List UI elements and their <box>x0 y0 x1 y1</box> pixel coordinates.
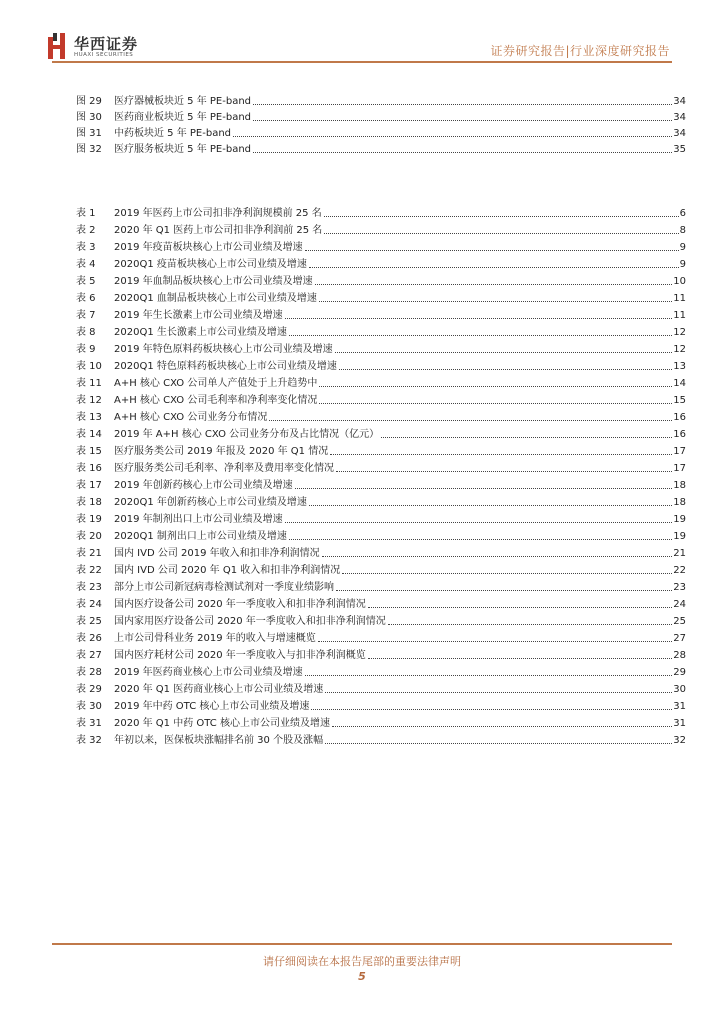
toc-page: 14 <box>673 378 686 389</box>
toc-label: 表 19 <box>76 514 102 525</box>
toc-label: 表 23 <box>76 582 102 593</box>
legal-disclaimer: 请仔细阅读在本报告尾部的重要法律声明 <box>263 955 461 968</box>
toc-title: 医疗服务板块近 5 年 PE-band <box>114 144 252 155</box>
page-number: 5 <box>358 970 366 983</box>
toc-page: 11 <box>673 293 686 304</box>
toc-entry[interactable] <box>76 375 686 390</box>
toc-page: 23 <box>673 582 686 593</box>
toc-entry[interactable] <box>76 392 686 407</box>
toc-entry[interactable] <box>76 125 686 140</box>
toc-title: 2020 年 Q1 医药上市公司扣非净利润前 25 名 <box>114 225 323 236</box>
toc-leader <box>309 505 672 506</box>
toc-label: 表 11 <box>76 378 102 389</box>
toc-label: 图 29 <box>76 96 102 107</box>
toc-leader <box>330 454 672 455</box>
toc-entry[interactable] <box>76 290 686 305</box>
toc-page: 12 <box>673 344 686 355</box>
huaxi-logo-icon <box>48 33 68 59</box>
toc-label: 图 32 <box>76 144 102 155</box>
toc-leader <box>335 352 673 353</box>
toc-page: 19 <box>673 531 686 542</box>
toc-entry[interactable] <box>76 579 686 594</box>
toc-leader <box>332 726 672 727</box>
toc-page: 35 <box>673 144 686 155</box>
toc-label: 表 1 <box>76 208 96 219</box>
toc-page: 9 <box>679 259 686 270</box>
toc-page: 19 <box>673 514 686 525</box>
toc-leader <box>315 284 673 285</box>
toc-page: 18 <box>673 480 686 491</box>
toc-title: 中药板块近 5 年 PE-band <box>114 128 232 139</box>
toc-leader <box>336 471 672 472</box>
footer-divider <box>52 943 672 945</box>
toc-leader <box>253 152 672 153</box>
toc-label: 表 3 <box>76 242 96 253</box>
toc-label: 表 15 <box>76 446 102 457</box>
toc-title: A+H 核心 CXO 公司单人产值处于上升趋势中 <box>114 378 318 389</box>
toc-page: 24 <box>673 599 686 610</box>
toc-leader <box>253 120 672 121</box>
toc-page: 16 <box>673 429 686 440</box>
toc-leader <box>233 136 672 137</box>
logo-text-cn: 华西证券 <box>74 35 139 53</box>
toc-page: 32 <box>673 735 686 746</box>
toc-page: 34 <box>673 128 686 139</box>
toc-title: 2019 年 A+H 核心 CXO 公司业务分布及占比情况（亿元） <box>114 429 380 440</box>
toc-leader <box>336 590 672 591</box>
toc-leader <box>253 104 672 105</box>
toc-label: 表 32 <box>76 735 102 746</box>
toc-entry[interactable] <box>76 715 686 730</box>
toc-title: 2019 年医药商业核心上市公司业绩及增速 <box>114 667 303 678</box>
toc-title: 2019 年生长激素上市公司业绩及增速 <box>114 310 283 321</box>
toc-entry[interactable] <box>76 562 686 577</box>
toc-page: 25 <box>673 616 686 627</box>
toc-page: 21 <box>673 548 686 559</box>
toc-leader <box>309 267 679 268</box>
toc-leader <box>289 335 672 336</box>
toc-entry[interactable] <box>76 460 686 475</box>
company-logo <box>48 33 158 63</box>
toc-entry[interactable] <box>76 426 686 441</box>
toc-label: 表 18 <box>76 497 102 508</box>
toc-label: 表 6 <box>76 293 96 304</box>
toc-title: 国内医疗设备公司 2020 年一季度收入和扣非净利润情况 <box>114 599 366 610</box>
toc-entry[interactable] <box>76 698 686 713</box>
toc-title: 2020Q1 制剂出口上市公司业绩及增速 <box>114 531 287 542</box>
toc-title: 部分上市公司新冠病毒检测试剂对一季度业绩影响 <box>114 582 334 593</box>
toc-entry[interactable] <box>76 109 686 124</box>
toc-leader <box>295 488 673 489</box>
toc-label: 图 31 <box>76 128 102 139</box>
toc-entry[interactable] <box>76 256 686 271</box>
toc-leader <box>285 522 673 523</box>
toc-leader <box>305 675 673 676</box>
toc-entry[interactable] <box>76 141 686 156</box>
toc-label: 表 28 <box>76 667 102 678</box>
toc-title: 2019 年医药上市公司扣非净利润规模前 25 名 <box>114 208 322 219</box>
toc-page: 34 <box>673 96 686 107</box>
toc-page: 11 <box>673 310 686 321</box>
toc-entry[interactable] <box>76 681 686 696</box>
toc-entry[interactable] <box>76 545 686 560</box>
toc-title: 医药商业板块近 5 年 PE-band <box>114 112 252 123</box>
toc-title: 2020Q1 血制品板块核心上市公司业绩及增速 <box>114 293 317 304</box>
toc-label: 图 30 <box>76 112 102 123</box>
toc-title: 2020Q1 年创新药核心上市公司业绩及增速 <box>114 497 307 508</box>
toc-page: 31 <box>673 718 686 729</box>
toc-page: 31 <box>673 701 686 712</box>
toc-title: 2019 年中药 OTC 核心上市公司业绩及增速 <box>114 701 310 712</box>
toc-title: 年初以来，医保板块涨幅排名前 30 个股及涨幅 <box>114 735 324 746</box>
toc-label: 表 27 <box>76 650 102 661</box>
toc-title: 医疗服务类公司 2019 年报及 2020 年 Q1 情况 <box>114 446 329 457</box>
toc-leader <box>269 420 672 421</box>
toc-entry[interactable] <box>76 443 686 458</box>
toc-page: 16 <box>673 412 686 423</box>
toc-leader <box>388 624 672 625</box>
toc-entry[interactable] <box>76 630 686 645</box>
toc-label: 表 25 <box>76 616 102 627</box>
toc-title: 2019 年血制品板块核心上市公司业绩及增速 <box>114 276 313 287</box>
toc-entry[interactable] <box>76 324 686 339</box>
toc-title: 2020 年 Q1 中药 OTC 核心上市公司业绩及增速 <box>114 718 330 729</box>
toc-page: 29 <box>673 667 686 678</box>
toc-label: 表 16 <box>76 463 102 474</box>
toc-page: 9 <box>679 242 686 253</box>
toc-label: 表 20 <box>76 531 102 542</box>
toc-label: 表 7 <box>76 310 96 321</box>
toc-entry[interactable] <box>76 222 686 237</box>
toc-page: 27 <box>673 633 686 644</box>
toc-leader <box>325 692 672 693</box>
toc-leader <box>368 607 672 608</box>
toc-entry[interactable] <box>76 358 686 373</box>
toc-entry[interactable] <box>76 307 686 322</box>
toc-entry[interactable] <box>76 273 686 288</box>
toc-label: 表 24 <box>76 599 102 610</box>
toc-label: 表 12 <box>76 395 102 406</box>
toc-entry[interactable] <box>76 511 686 526</box>
toc-title: 2020 年 Q1 医药商业核心上市公司业绩及增速 <box>114 684 324 695</box>
toc-title: 2020Q1 生长激素上市公司业绩及增速 <box>114 327 287 338</box>
toc-entry[interactable] <box>76 494 686 509</box>
toc-title: 国内医疗耗材公司 2020 年一季度收入与扣非净利润概览 <box>114 650 366 661</box>
toc-page: 17 <box>673 446 686 457</box>
toc-title: 2019 年特色原料药板块核心上市公司业绩及增速 <box>114 344 333 355</box>
toc-title: 2019 年创新药核心上市公司业绩及增速 <box>114 480 293 491</box>
toc-title: 国内 IVD 公司 2020 年 Q1 收入和扣非净利润情况 <box>114 565 341 576</box>
toc-leader <box>305 250 679 251</box>
toc-leader <box>319 403 672 404</box>
toc-entry[interactable] <box>76 732 686 747</box>
toc-label: 表 26 <box>76 633 102 644</box>
toc-page: 18 <box>673 497 686 508</box>
toc-label: 表 31 <box>76 718 102 729</box>
header-divider <box>52 61 672 63</box>
toc-page: 8 <box>679 225 686 236</box>
toc-leader <box>325 743 672 744</box>
logo-text-en: HUAXI SECURITIES <box>74 52 134 58</box>
toc-title: A+H 核心 CXO 公司毛利率和净利率变化情况 <box>114 395 318 406</box>
toc-leader <box>285 318 673 319</box>
toc-title: 国内 IVD 公司 2019 年收入和扣非净利润情况 <box>114 548 320 559</box>
toc-leader <box>339 369 672 370</box>
toc-entry[interactable] <box>76 528 686 543</box>
toc-entry[interactable] <box>76 613 686 628</box>
toc-leader <box>289 539 672 540</box>
toc-label: 表 5 <box>76 276 96 287</box>
toc-leader <box>324 233 678 234</box>
toc-entry[interactable] <box>76 664 686 679</box>
toc-leader <box>368 658 672 659</box>
toc-label: 表 10 <box>76 361 102 372</box>
toc-label: 表 9 <box>76 344 96 355</box>
toc-title: 上市公司骨科业务 2019 年的收入与增速概览 <box>114 633 316 644</box>
toc-page: 13 <box>673 361 686 372</box>
toc-title: 2020Q1 疫苗板块核心上市公司业绩及增速 <box>114 259 307 270</box>
toc-entry[interactable] <box>76 647 686 662</box>
toc-page: 6 <box>679 208 686 219</box>
toc-title: 医疗服务类公司毛利率、净利率及费用率变化情况 <box>114 463 334 474</box>
toc-label: 表 22 <box>76 565 102 576</box>
toc-label: 表 8 <box>76 327 96 338</box>
toc-leader <box>322 556 673 557</box>
toc-leader <box>381 437 672 438</box>
toc-label: 表 4 <box>76 259 96 270</box>
toc-label: 表 2 <box>76 225 96 236</box>
toc-entry[interactable] <box>76 93 686 108</box>
toc-label: 表 29 <box>76 684 102 695</box>
toc-page: 22 <box>673 565 686 576</box>
toc-page: 12 <box>673 327 686 338</box>
toc-label: 表 13 <box>76 412 102 423</box>
toc-leader <box>324 216 679 217</box>
toc-leader <box>319 386 672 387</box>
toc-page: 28 <box>673 650 686 661</box>
toc-leader <box>342 573 672 574</box>
toc-title: 2019 年制剂出口上市公司业绩及增速 <box>114 514 283 525</box>
toc-label: 表 30 <box>76 701 102 712</box>
toc-label: 表 14 <box>76 429 102 440</box>
toc-label: 表 21 <box>76 548 102 559</box>
toc-page: 17 <box>673 463 686 474</box>
toc-title: 2020Q1 特色原料药板块核心上市公司业绩及增速 <box>114 361 337 372</box>
toc-entry[interactable] <box>76 477 686 492</box>
toc-leader <box>318 641 672 642</box>
toc-page: 30 <box>673 684 686 695</box>
toc-entry[interactable] <box>76 341 686 356</box>
toc-entry[interactable] <box>76 239 686 254</box>
toc-label: 表 17 <box>76 480 102 491</box>
toc-leader <box>319 301 672 302</box>
toc-title: 国内家用医疗设备公司 2020 年一季度收入和扣非净利润情况 <box>114 616 386 627</box>
toc-entry[interactable] <box>76 205 686 220</box>
toc-page: 15 <box>673 395 686 406</box>
toc-page: 10 <box>673 276 686 287</box>
toc-entry[interactable] <box>76 409 686 424</box>
report-type: 证券研究报告|行业深度研究报告 <box>490 44 670 58</box>
toc-title: 医疗器械板块近 5 年 PE-band <box>114 96 252 107</box>
toc-title: A+H 核心 CXO 公司业务分布情况 <box>114 412 268 423</box>
toc-title: 2019 年疫苗板块核心上市公司业绩及增速 <box>114 242 303 253</box>
toc-leader <box>311 709 672 710</box>
toc-entry[interactable] <box>76 596 686 611</box>
toc-page: 34 <box>673 112 686 123</box>
page-header <box>0 0 724 70</box>
